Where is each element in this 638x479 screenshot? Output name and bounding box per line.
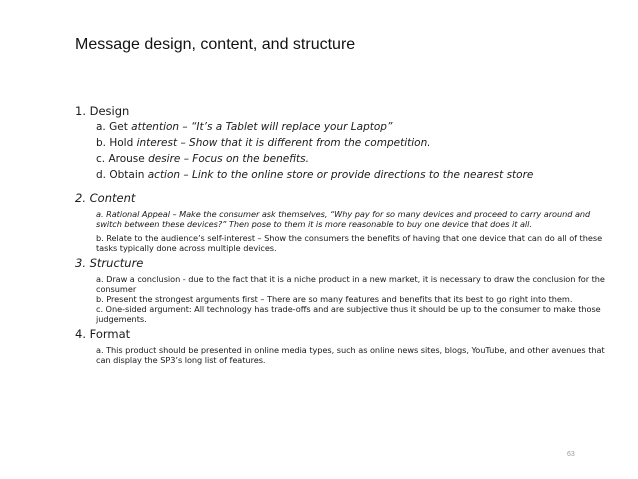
section-content-heading: 2. Content (75, 191, 136, 205)
page-number: 63 (567, 451, 575, 458)
design-item-d-text: action – Link to the online store or provide directions to the nearest store (147, 169, 534, 181)
design-item-a (96, 119, 615, 135)
format-item-a: a. This product should be presented in online media types, such as online news sites, blogs, YouTube, and other avenues that can display the SP3’s long list of features. (96, 345, 605, 365)
design-item-b-text: interest – Show that it is different from the competition. (136, 137, 431, 149)
section-design-heading: 1. Design (75, 104, 130, 118)
design-item-c (96, 151, 615, 167)
design-item-a-text: attention – “It’s a Tablet will replace your Laptop” (131, 121, 393, 133)
slide-title: Message design, content, and structure (75, 36, 356, 53)
content-item-b: b. Relate to the audience’s self-interest – Show the consumers the benefits of having that one device that can do all of these tasks typically done across multiple devices. (96, 233, 603, 253)
section-format-heading: 4. Format (75, 327, 131, 341)
design-item-d-prefix: d. Obtain (96, 169, 148, 181)
section-structure-heading: 3. Structure (75, 256, 144, 270)
design-item-c-text: desire – Focus on the benefits. (148, 153, 309, 165)
slide-body (75, 104, 615, 365)
structure-item-c: c. One-sided argument: All technology has trade-offs and are subjective thus it should be up to the consumer to make those judgements. (96, 304, 601, 324)
structure-item-b: b. Present the strongest arguments first – There are so many features and benefits that its best to go right into them. (96, 294, 573, 304)
design-item-b-prefix: b. Hold (96, 137, 137, 149)
structure-item-a: a. Draw a conclusion - due to the fact that it is a niche product in a new market, it is necessary to draw the conclusion for the consumer (96, 274, 605, 294)
design-item-a-prefix: a. Get (96, 121, 132, 133)
content-item-a: a. Rational Appeal – Make the consumer ask themselves, “Why pay for so many devices and proceed to carry around and switch between these devices?” Then pose to them it is more reasonable to buy one device that does it all. (96, 209, 591, 229)
design-item-c-prefix: c. Arouse (96, 153, 149, 165)
design-item-b (96, 135, 615, 151)
design-item-d (96, 167, 615, 183)
